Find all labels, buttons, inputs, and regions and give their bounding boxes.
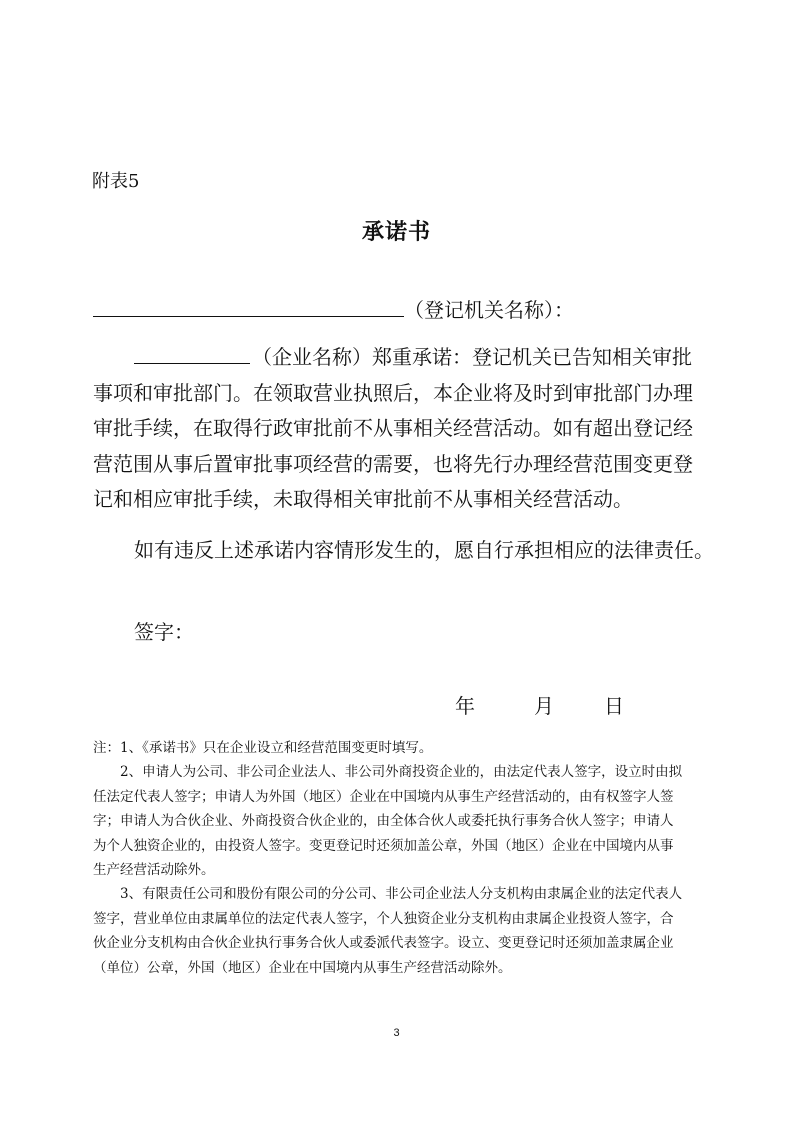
- note-line: 生产经营活动除外。: [93, 861, 215, 878]
- appendix-label: 附表5: [92, 171, 140, 192]
- body-line-1: [93, 340, 705, 376]
- date-year-label: 年: [455, 694, 475, 718]
- page-number: 3: [393, 1027, 400, 1039]
- closing-statement: 如有违反上述承诺内容情形发生的，愿自行承担相应的法律责任。: [134, 538, 714, 562]
- note-line: 3、有限责任公司和股份有限公司的分公司、非公司企业法人分支机构由隶属企业的法定代表人: [120, 886, 683, 903]
- body-text-1: （企业名称）郑重承诺：登记机关已告知相关审批: [252, 345, 692, 369]
- note-line: 注：1、《承诺书》只在企业设立和经营范围变更时填写。: [93, 740, 433, 756]
- note-line: 伙企业分支机构由合伙企业执行事务合伙人或委派代表签字。设立、变更登记时还须加盖隶属企业: [93, 935, 674, 952]
- document-title: 承诺书: [361, 219, 431, 245]
- note-line: （单位）公章，外国（地区）企业在中国境内从事生产经营活动除外。: [93, 959, 512, 976]
- company-name-blank[interactable]: [134, 343, 250, 364]
- date-day-label: 日: [604, 694, 624, 718]
- date-month-label: 月: [534, 694, 554, 718]
- body-line-5: 记和相应审批手续，未取得相关审批前不从事相关经营活动。: [93, 487, 633, 512]
- body-line-3: 审批手续，在取得行政审批前不从事相关经营活动。如有超出登记经: [93, 416, 693, 441]
- note-line: 签字，营业单位由隶属单位的法定代表人签字，个人独资企业分支机构由隶属企业投资人签字，合: [93, 910, 674, 927]
- body-line-4: 营范围从事后置审批事项经营的需要，也将先行办理经营范围变更登: [93, 451, 693, 476]
- note-line: 字；申请人为合伙企业、外商投资合伙企业的，由全体合伙人或委托执行事务合伙人签字；申请人: [93, 813, 674, 830]
- note-line: 2、申请人为公司、非公司企业法人、非公司外商投资企业的，由法定代表人签字，设立时由拟: [120, 764, 683, 781]
- body-line-2: 事项和审批部门。在领取营业执照后，本企业将及时到审批部门办理: [93, 380, 693, 405]
- signature-label: 签字：: [134, 620, 194, 644]
- pledge-body: [93, 340, 705, 518]
- addressee-suffix: （登记机关名称）：: [404, 298, 574, 322]
- note-line: 为个人独资企业的，由投资人签字。变更登记时还须加盖公章，外国（地区）企业在中国境内从事: [93, 837, 674, 854]
- addressee-line: [93, 296, 574, 324]
- registration-authority-blank[interactable]: [93, 296, 404, 317]
- notes-section: [93, 736, 713, 980]
- note-line: 任法定代表人签字；申请人为外国（地区）企业在中国境内从事生产经营活动的，由有权签字人签: [93, 788, 674, 805]
